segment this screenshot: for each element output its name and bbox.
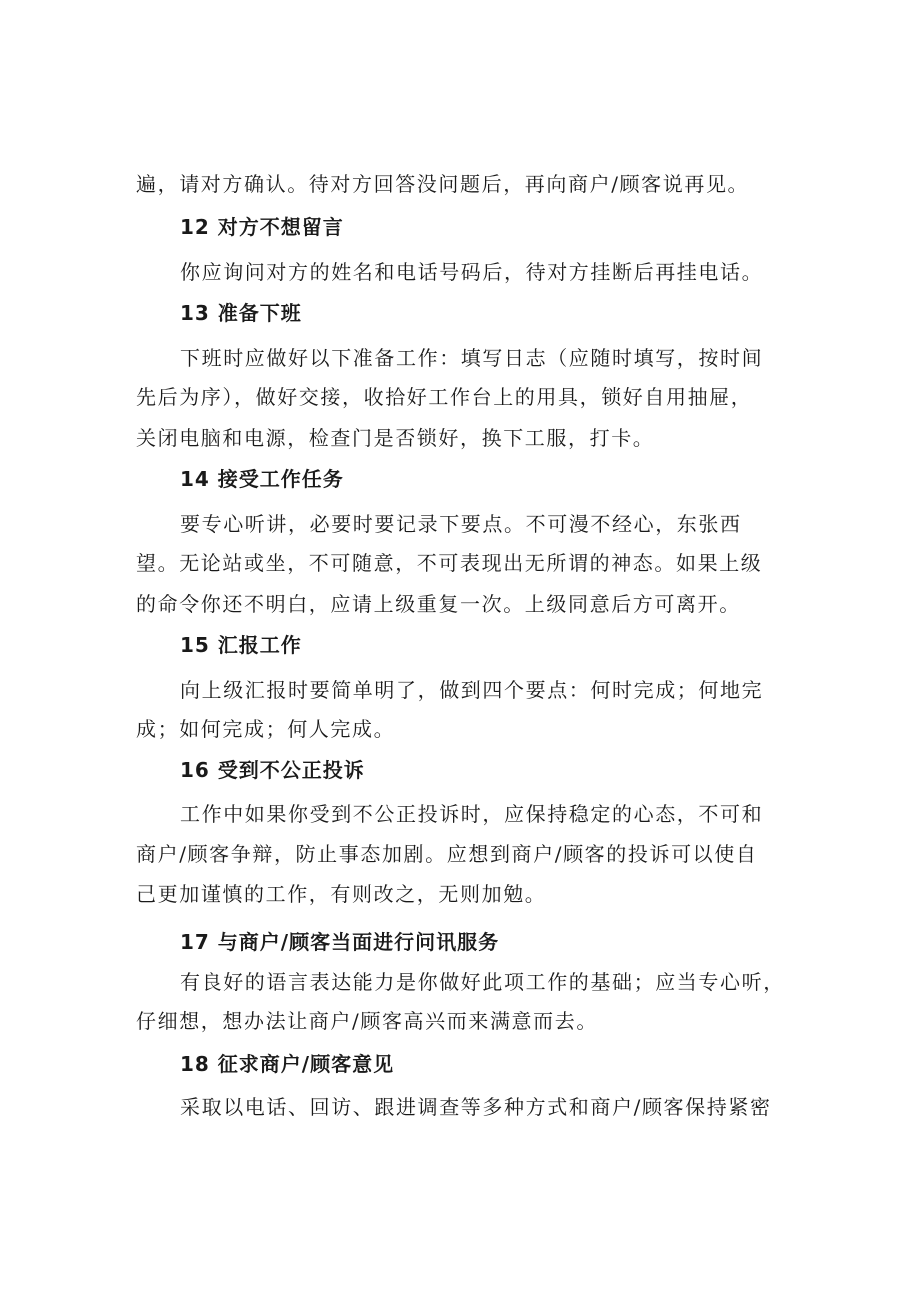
paragraph-line: 成；如何完成；何人完成。 xyxy=(136,717,396,741)
paragraph-line: 你应询问对方的姓名和电话号码后，待对方挂断后再挂电话。 xyxy=(180,260,764,284)
paragraph-line: 商户/顾客争辩，防止事态加剧。应想到商户/顾客的投诉可以使自 xyxy=(136,842,758,866)
paragraph-line: 遍，请对方确认。待对方回答没问题后，再向商户/顾客说再见。 xyxy=(136,172,750,196)
paragraph-line: 要专心听讲，必要时要记录下要点。不可漫不经心，东张西 xyxy=(180,512,742,536)
paragraph-line: 先后为序），做好交接，收拾好工作台上的用具，锁好自用抽屉， xyxy=(136,385,753,409)
section-heading-12: 12 对方不想留言 xyxy=(180,215,344,239)
section-heading-13: 13 准备下班 xyxy=(180,301,302,325)
paragraph-line: 己更加谨慎的工作，有则改之，无则加勉。 xyxy=(136,882,547,906)
section-heading-18: 18 征求商户/顾客意见 xyxy=(180,1052,395,1076)
paragraph-line: 望。无论站或坐，不可随意，不可表现出无所谓的神态。如果上级 xyxy=(136,551,763,575)
section-heading-14: 14 接受工作任务 xyxy=(180,467,344,491)
paragraph-line: 下班时应做好以下准备工作：填写日志（应随时填写，按时间 xyxy=(180,346,764,370)
paragraph-line: 向上级汇报时要简单明了，做到四个要点：何时完成；何地完 xyxy=(180,678,764,702)
paragraph-line: 采取以电话、回访、跟进调查等多种方式和商户/顾客保持紧密 xyxy=(180,1095,772,1119)
section-heading-16: 16 受到不公正投诉 xyxy=(180,758,365,782)
paragraph-line: 关闭电脑和电源，检查门是否锁好，换下工服，打卡。 xyxy=(136,426,655,450)
section-heading-15: 15 汇报工作 xyxy=(180,633,302,657)
paragraph-line: 工作中如果你受到不公正投诉时，应保持稳定的心态，不可和 xyxy=(180,802,764,826)
section-heading-17: 17 与商户/顾客当面进行问讯服务 xyxy=(180,930,500,954)
paragraph-line: 的命令你还不明白，应请上级重复一次。上级同意后方可离开。 xyxy=(136,592,741,616)
paragraph-line: 仔细想，想办法让商户/顾客高兴而来满意而去。 xyxy=(136,1009,598,1033)
paragraph-line: 有良好的语言表达能力是你做好此项工作的基础；应当专心听， xyxy=(180,970,785,994)
